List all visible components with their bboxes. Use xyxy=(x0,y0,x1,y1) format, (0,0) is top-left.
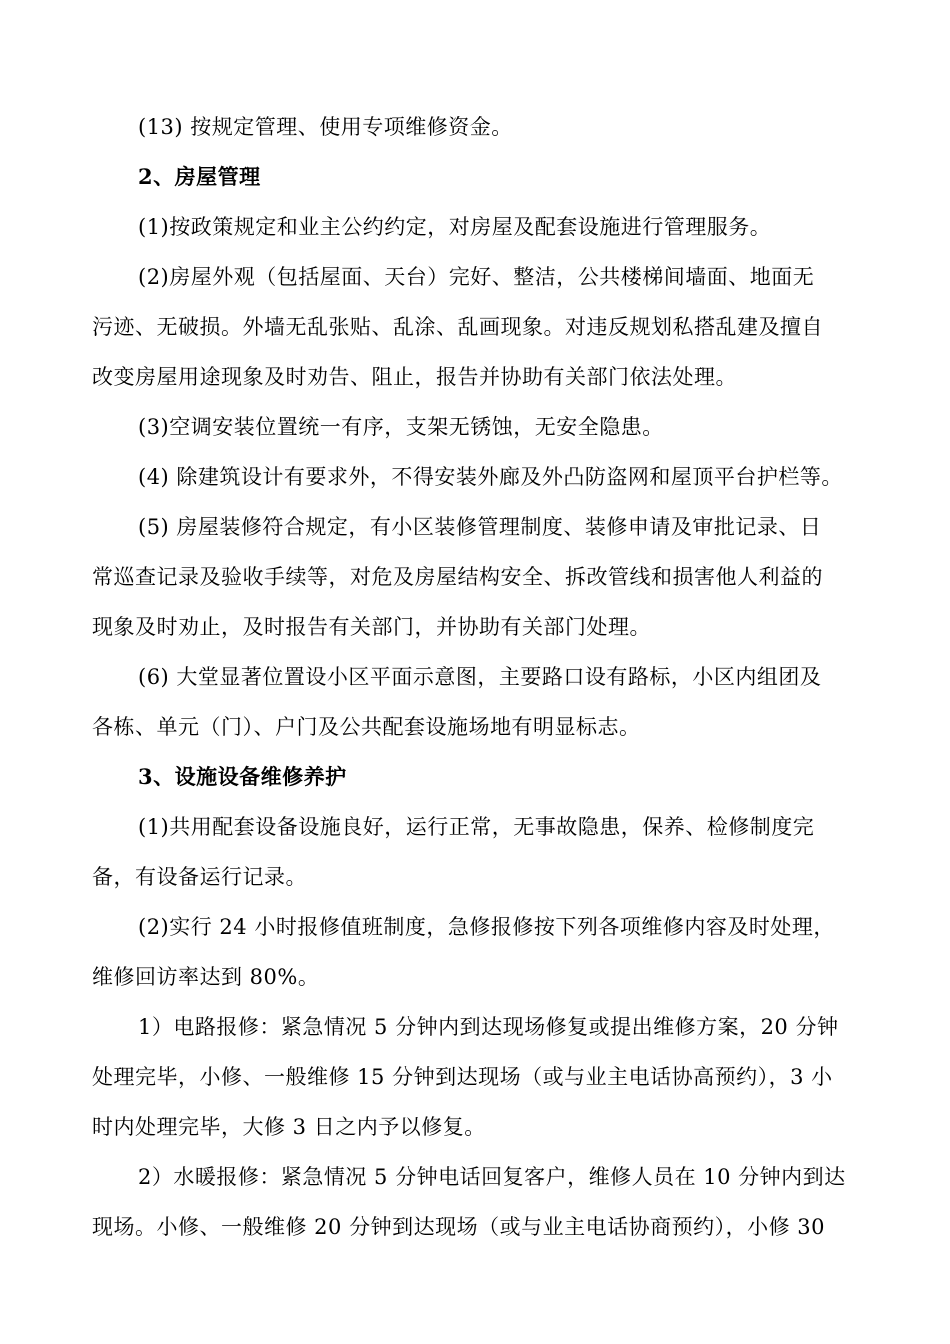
text-line-item-4: (4) 除建筑设计有要求外，不得安装外廊及外凸防盗网和屋顶平台护栏等。 xyxy=(138,465,843,489)
text-line-item-2: (2)房屋外观（包括屋面、天台）完好、整洁，公共楼梯间墙面、地面无 xyxy=(138,265,815,289)
text-line-item-3: (3)空调安装位置统一有序，支架无锈蚀，无安全隐患。 xyxy=(138,415,664,439)
text-line-electric-repair-cont-1: 处理完毕，小修、一般维修 15 分钟到达现场（或与业主电话协高预约），3 小 xyxy=(92,1065,833,1089)
text-line-electric-repair: 1）电路报修：紧急情况 5 分钟内到达现场修复或提出维修方案，20 分钟 xyxy=(138,1015,839,1039)
section-heading-house-management: 2、房屋管理 xyxy=(138,164,261,189)
section-heading-facility-maintenance: 3、设施设备维修养护 xyxy=(138,764,347,789)
text-line-item-5-cont-2: 现象及时劝止，及时报告有关部门，并协助有关部门处理。 xyxy=(92,615,651,639)
text-line-item-6: (6) 大堂显著位置设小区平面示意图，主要路口设有路标，小区内组团及 xyxy=(138,665,822,689)
text-line-facility-2: (2)实行 24 小时报修值班制度，急修报修按下列各项维修内容及时处理， xyxy=(138,915,835,939)
text-line-item-13: (13) 按规定管理、使用专项维修资金。 xyxy=(138,115,513,139)
text-line-facility-1: (1)共用配套设备设施良好，运行正常，无事故隐患，保养、检修制度完 xyxy=(138,815,815,839)
text-line-plumbing-repair: 2）水暖报修：紧急情况 5 分钟电话回复客户，维修人员在 10 分钟内到达 xyxy=(138,1165,846,1189)
text-line-item-5: (5) 房屋装修符合规定，有小区装修管理制度、装修申请及审批记录、日 xyxy=(138,515,822,539)
text-line-electric-repair-cont-2: 时内处理完毕，大修 3 日之内予以修复。 xyxy=(92,1115,486,1139)
text-line-facility-2-cont: 维修回访率达到 80%。 xyxy=(92,965,320,989)
text-line-item-1: (1)按政策规定和业主公约约定，对房屋及配套设施进行管理服务。 xyxy=(138,215,772,239)
text-line-item-2-cont-1: 污迹、无破损。外墙无乱张贴、乱涂、乱画现象。对违反规划私搭乱建及擅自 xyxy=(92,315,823,339)
text-line-item-5-cont-1: 常巡查记录及验收手续等，对危及房屋结构安全、拆改管线和损害他人利益的 xyxy=(92,565,823,589)
text-line-item-6-cont: 各栋、单元（门）、户门及公共配套设施场地有明显标志。 xyxy=(92,715,641,739)
text-line-facility-1-cont: 备，有设备运行记录。 xyxy=(92,865,307,889)
text-line-plumbing-repair-cont: 现场。小修、一般维修 20 分钟到达现场（或与业主电话协商预约），小修 30 xyxy=(92,1215,825,1239)
text-line-item-2-cont-2: 改变房屋用途现象及时劝告、阻止，报告并协助有关部门依法处理。 xyxy=(92,365,737,389)
